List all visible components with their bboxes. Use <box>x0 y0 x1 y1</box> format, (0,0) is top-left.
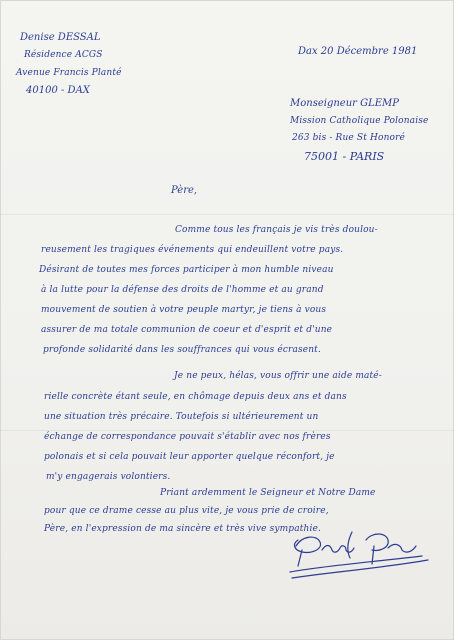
text-line: assurer de ma totale communion de coeur et d'esprit et d'une <box>41 325 333 335</box>
text-line: mouvement de soutien à votre peuple martyr, je tiens à vous <box>41 305 327 315</box>
text-line: Désirant de toutes mes forces participer à mon humble niveau <box>39 265 334 275</box>
text-line: pour que ce drame cesse au plus vite, je vous prie de croire, <box>44 506 329 516</box>
text-line: polonais et si cela pouvait leur apporter quelque réconfort, je <box>44 452 335 462</box>
recipient-org: Mission Catholique Polonaise <box>290 116 429 126</box>
recipient-city: 75001 - PARIS <box>304 150 385 163</box>
text-line: profonde solidarité dans les souffrances qui vous écrasent. <box>43 345 321 355</box>
sender-street: Avenue Francis Planté <box>16 68 122 78</box>
sender-name: Denise DESSAL <box>20 32 101 43</box>
letter-date: Dax 20 Décembre 1981 <box>298 46 418 57</box>
text-line: à la lutte pour la défense des droits de l'homme et au grand <box>41 285 324 295</box>
text-line: échange de correspondance pouvait s'établir avec nos frères <box>44 432 331 442</box>
text-line: Père, en l'expression de ma sincère et très vive sympathie. <box>44 524 321 534</box>
sender-residence: Résidence ACGS <box>24 50 103 60</box>
recipient-street: 263 bis - Rue St Honoré <box>292 133 406 143</box>
sender-city: 40100 - DAX <box>26 85 90 96</box>
fold-line <box>0 214 454 215</box>
text-line: Priant ardemment le Seigneur et Notre Dame <box>160 488 376 498</box>
text-line: Comme tous les français je vis très doulou- <box>175 225 378 235</box>
text-line: une situation très précaire. Toutefois si ultérieurement un <box>44 412 319 422</box>
text-line: Je ne peux, hélas, vous offrir une aide maté- <box>174 371 382 381</box>
recipient-name: Monseigneur GLEMP <box>290 98 400 109</box>
handwritten-signature <box>282 522 432 592</box>
fold-line <box>0 430 454 431</box>
text-line: reusement les tragiques événements qui endeuillent votre pays. <box>41 245 344 255</box>
salutation: Père, <box>171 185 198 196</box>
text-line: rielle concrète étant seule, en chômage depuis deux ans et dans <box>44 392 347 402</box>
text-line: m'y engagerais volontiers. <box>46 472 171 482</box>
